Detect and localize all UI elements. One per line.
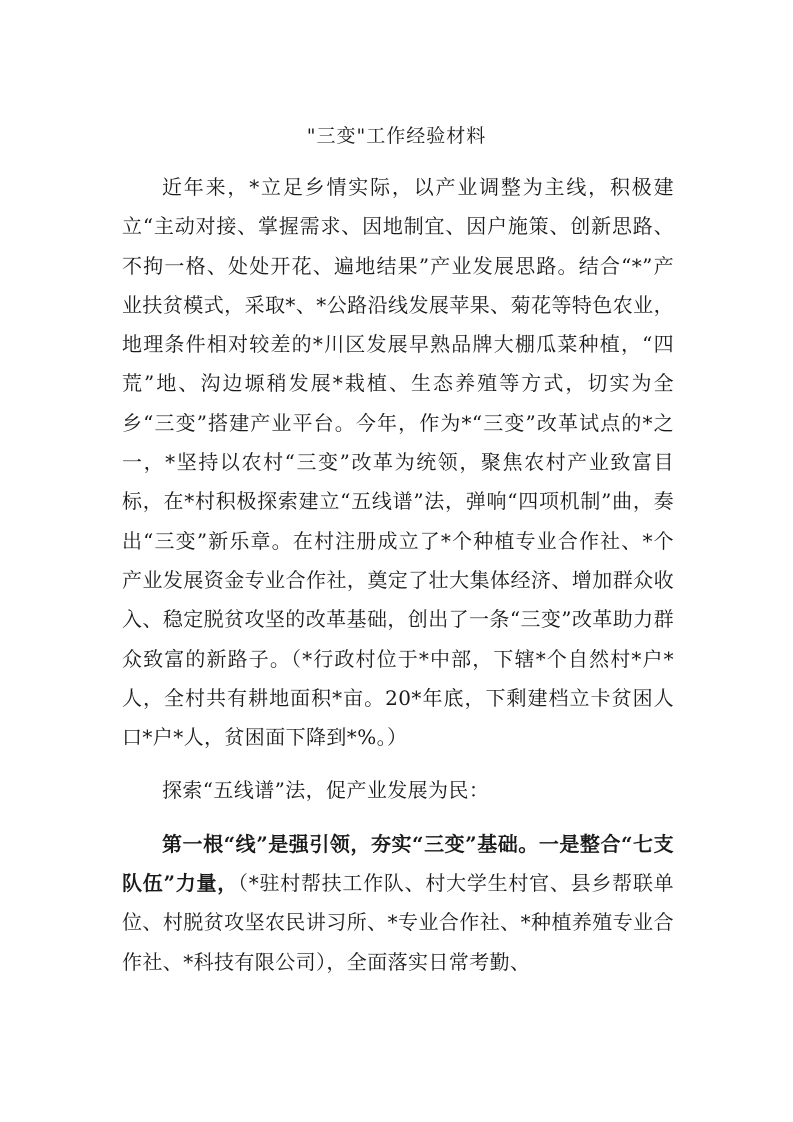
section-one-paragraph	[122, 825, 674, 982]
document-title: "三变"工作经验材料	[306, 125, 487, 147]
section-one-heading: 第一根“线”是强引领，夯实“三变”基础。一是整合“七支队伍”力量，	[122, 831, 674, 896]
intro-paragraph: 近年来，*立足乡情实际，以产业调整为主线，积极建立“主动对接、掌握需求、因地制宜、因户施策、创新思路、不拘一格、处处开花、遍地结果”产业发展思路。结合“*”产业扶贫模式，采取*、*公路沿线发展苹果、菊花等特色农业，地理条件相对较差的*川区发展早熟品牌大棚瓜菜种植，“四荒”地、沟边塬稍发展*栽植、生态养殖等方式，切实为全乡“三变”搭建产业平台。今年，作为*“三变”改革试点的*之一，*坚持以农村“三变”改革为统领，聚焦农村产业致富目标，在*村积极探索建立“五线谱”法，弹响“四项机制”曲，奏出“三变”新乐章。在村注册成立了*个种植专业合作社、*个产业发展资金专业合作社，奠定了壮大集体经济、增加群众收入、稳定脱贫攻坚的改革基础，创出了一条“三变”改革助力群众致富的新路子。（*行政村位于*中部，下辖*个自然村*户*人，全村共有耕地面积*亩。20*年底，下剩建档立卡贫困人口*户*人，贫困面下降到*%。）	[122, 175, 674, 750]
document-body	[122, 168, 674, 982]
section-intro-paragraph: 探索“五线谱”法，促产业发展为民：	[162, 778, 490, 803]
section-one-body: （*驻村帮扶工作队、村大学生村官、县乡帮联单位、村脱贫攻坚农民讲习所、*专业合作社、*种植养殖专业合作社、*科技有限公司），全面落实日常考勤、	[122, 871, 674, 974]
